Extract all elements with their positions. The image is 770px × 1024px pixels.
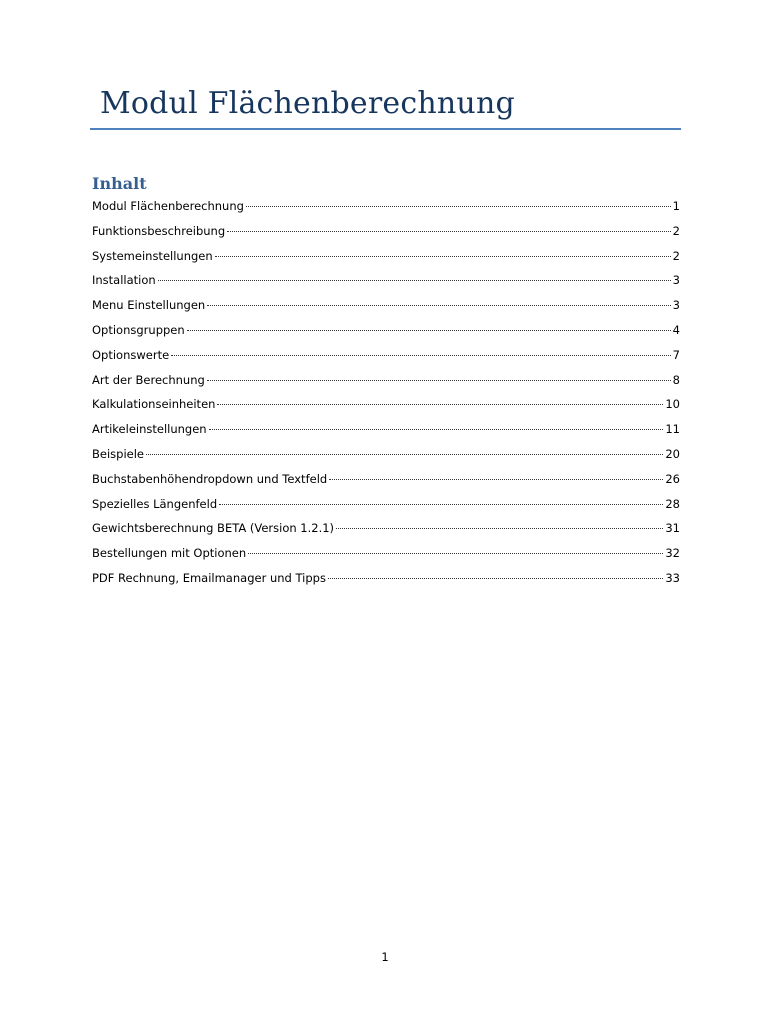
toc-entry-page[interactable]: 33 [665, 570, 680, 585]
toc-entry[interactable] [92, 296, 680, 321]
toc-entry[interactable] [92, 222, 680, 247]
toc-dot-leader [187, 329, 671, 331]
toc-entry-label[interactable]: Kalkulationseinheiten [92, 397, 216, 412]
toc-entry[interactable] [92, 371, 680, 396]
toc-dot-leader [146, 453, 663, 455]
toc-dot-leader [207, 304, 670, 306]
toc-entry-label[interactable]: Spezielles Längenfeld [92, 496, 218, 511]
toc-entry-page[interactable]: 31 [665, 521, 680, 536]
toc-entry-page[interactable]: 1 [672, 199, 680, 213]
toc-entry-label[interactable]: Buchstabenhöhendropdown und Textfeld [92, 471, 328, 486]
toc-entry[interactable] [92, 519, 680, 544]
toc-entry-page[interactable]: 3 [672, 298, 680, 313]
toc-entry-label[interactable]: Systemeinstellungen [92, 248, 213, 263]
toc-entry-label[interactable]: Gewichtsberechnung BETA (Version 1.2.1) [92, 521, 335, 536]
toc-entry-label[interactable]: PDF Rechnung, Emailmanager und Tipps [92, 570, 326, 585]
toc-entry-label[interactable]: Menu Einstellungen [92, 298, 206, 313]
toc-dot-leader [215, 255, 671, 257]
toc-entry-page[interactable]: 32 [665, 546, 680, 561]
toc-dot-leader [329, 478, 663, 480]
toc-entry[interactable] [92, 495, 680, 520]
toc-dot-leader [227, 230, 671, 232]
toc-entry-page[interactable]: 20 [665, 446, 680, 461]
page-number: 1 [381, 950, 389, 964]
toc-entry-label[interactable]: Beispiele [92, 446, 144, 461]
document-title: Modul Flächenberechnung [100, 86, 515, 121]
toc-entry[interactable] [92, 197, 680, 222]
toc-entry-label[interactable]: Optionsgruppen [92, 322, 185, 337]
toc-entry-label[interactable]: Art der Berechnung [92, 372, 205, 387]
toc-entry-label[interactable]: Installation [92, 273, 156, 288]
toc-entry-page[interactable]: 4 [672, 322, 680, 337]
toc-entry-page[interactable]: 28 [665, 496, 680, 511]
toc-dot-leader [336, 527, 663, 529]
toc-entry-label[interactable]: Modul Flächenberechnung [92, 199, 244, 213]
toc-entry[interactable] [92, 247, 680, 272]
toc-dot-leader [248, 552, 663, 554]
toc-dot-leader [246, 205, 671, 207]
toc-entry-page[interactable]: 8 [672, 372, 680, 387]
toc-dot-leader [209, 428, 664, 430]
toc-entry[interactable] [92, 569, 680, 594]
toc-entry-page[interactable]: 10 [665, 397, 680, 412]
toc-entry-page[interactable]: 3 [672, 273, 680, 288]
toc-entry[interactable] [92, 321, 680, 346]
toc-entry[interactable] [92, 346, 680, 371]
toc-entry[interactable] [92, 445, 680, 470]
toc-entry[interactable] [92, 544, 680, 569]
toc-entry-label[interactable]: Funktionsbeschreibung [92, 223, 226, 238]
toc-dot-leader [171, 354, 671, 356]
toc-dot-leader [219, 503, 663, 505]
toc-entry[interactable] [92, 395, 680, 420]
toc-dot-leader [158, 279, 671, 281]
toc-entry[interactable] [92, 420, 680, 445]
toc-entry-label[interactable]: Optionswerte [92, 347, 170, 362]
toc-entry-page[interactable]: 26 [665, 471, 680, 486]
toc-entry[interactable] [92, 470, 680, 495]
toc-entry-page[interactable]: 7 [672, 347, 680, 362]
toc-entry-label[interactable]: Bestellungen mit Optionen [92, 546, 247, 561]
toc-entry-label[interactable]: Artikeleinstellungen [92, 422, 207, 437]
toc-entry-page[interactable]: 2 [672, 248, 680, 263]
toc-entry-page[interactable]: 11 [665, 422, 680, 437]
toc-dot-leader [217, 403, 663, 405]
toc-entry[interactable] [92, 271, 680, 296]
table-of-contents [92, 197, 680, 594]
toc-dot-leader [207, 379, 671, 381]
toc-entry-page[interactable]: 2 [672, 223, 680, 238]
toc-heading: Inhalt [92, 174, 147, 193]
toc-dot-leader [328, 577, 663, 579]
title-underline [90, 128, 681, 130]
